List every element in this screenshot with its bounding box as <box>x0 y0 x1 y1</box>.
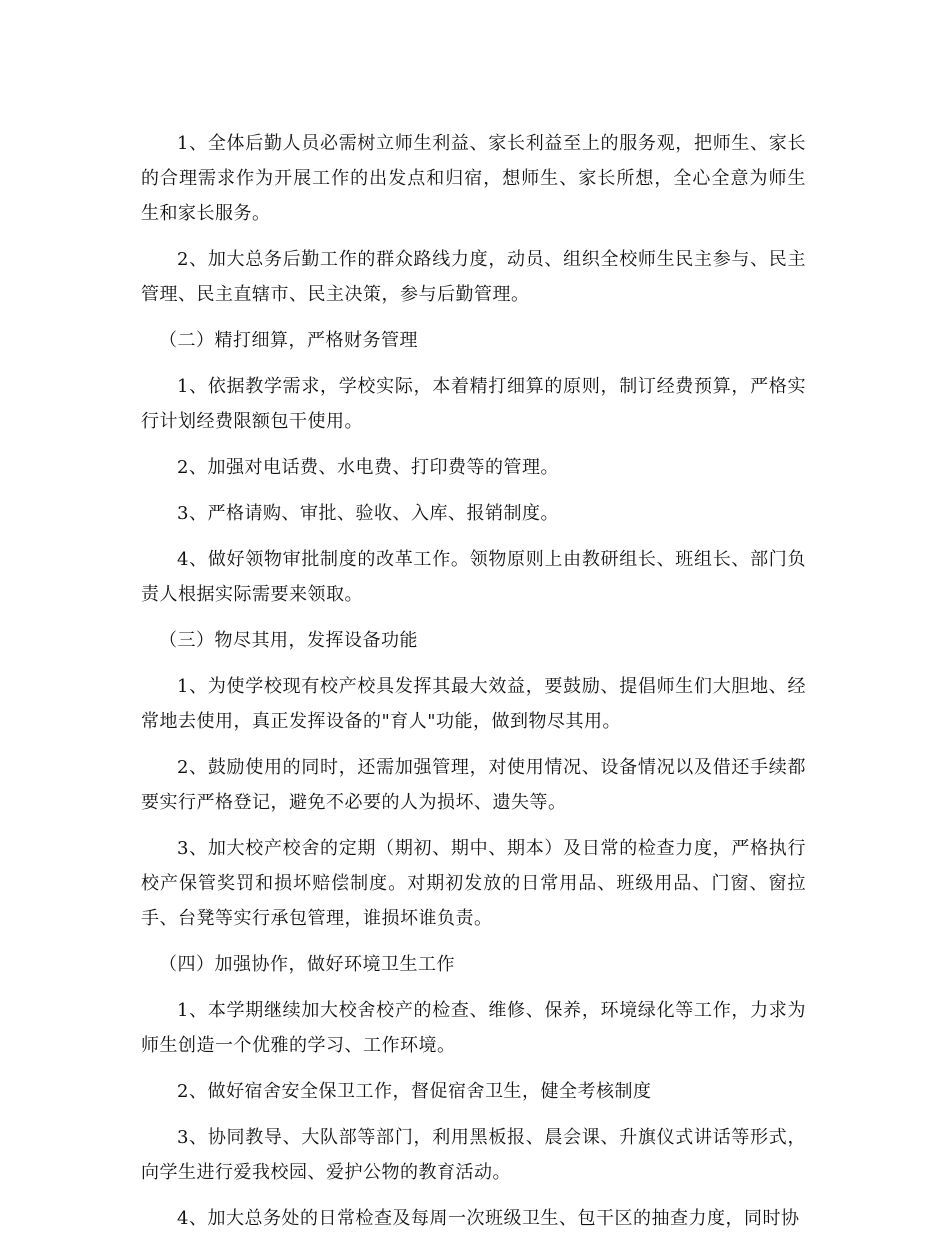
section-heading-environment: （四）加强协作，做好环境卫生工作 <box>159 954 455 975</box>
paragraph-maintenance: 1、本学期继续加大校舍校产的检查、维修、保养，环境绿化等工作，力求为师生创造一个优雅的学习、工作环境。 <box>141 1000 806 1056</box>
paragraph-hygiene-check: 4、加大总务处的日常检查及每周一次班级卫生、包干区的抽查力度，同时协 <box>177 1208 800 1229</box>
section-heading-equipment: （三）物尽其用，发挥设备功能 <box>159 630 418 651</box>
document-body <box>141 126 806 1247</box>
paragraph-fee-management: 2、加强对电话费、水电费、打印费等的管理。 <box>177 457 559 478</box>
paragraph-equipment-registration: 2、鼓励使用的同时，还需加强管理，对使用情况、设备情况以及借还手续都要实行严格登记，避免不必要的人为损坏、遗失等。 <box>141 757 806 813</box>
paragraph-budget: 1、依据教学需求，学校实际，本着精打细算的原则，制订经费预算，严格实行计划经费限额包干使用。 <box>141 376 806 432</box>
section-heading-finance: （二）精打细算，严格财务管理 <box>159 330 418 351</box>
paragraph-procurement: 3、严格请购、审批、验收、入库、报销制度。 <box>177 503 559 524</box>
paragraph-service-attitude: 1、全体后勤人员必需树立师生利益、家长利益至上的服务观，把师生、家长的合理需求作为开展工作的出发点和归宿，想师生、家长所想，全心全意为师生生和家长服务。 <box>141 133 806 224</box>
paragraph-inspection: 3、加大校产校舍的定期（期初、期中、期本）及日常的检查力度，严格执行校产保管奖罚和损坏赔偿制度。对期初发放的日常用品、班级用品、门窗、窗拉手、台凳等实行承包管理，谁损坏谁负责。 <box>141 838 806 929</box>
paragraph-requisition: 4、做好领物审批制度的改革工作。领物原则上由教研组长、班组长、部门负责人根据实际需要来领取。 <box>141 549 806 605</box>
paragraph-education-activity: 3、协同教导、大队部等部门，利用黑板报、晨会课、升旗仪式讲话等形式，向学生进行爱我校园、爱护公物的教育活动。 <box>141 1127 806 1183</box>
paragraph-dormitory: 2、做好宿舍安全保卫工作，督促宿舍卫生，健全考核制度 <box>177 1081 652 1102</box>
paragraph-equipment-use: 1、为使学校现有校产校具发挥其最大效益，要鼓励、提倡师生们大胆地、经常地去使用，真正发挥设备的"育人"功能，做到物尽其用。 <box>141 676 806 732</box>
paragraph-mass-line: 2、加大总务后勤工作的群众路线力度，动员、组织全校师生民主参与、民主管理、民主直辖市、民主决策，参与后勤管理。 <box>141 249 806 305</box>
